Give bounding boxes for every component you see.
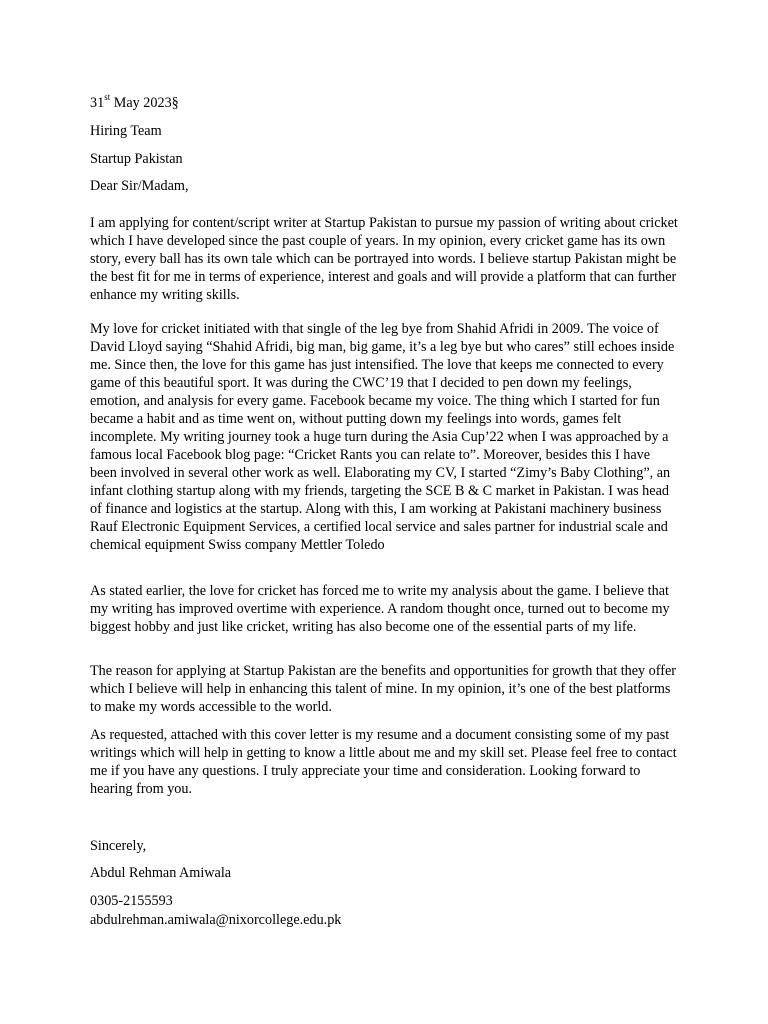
paragraph-writing: As stated earlier, the love for cricket has forced me to write my analysis about the game. I believe that my writing has improved overtime with experience. A random thought once, turned out to become my biggest hobby and just like cricket, writing has also become one of the essential parts of my life. xyxy=(90,583,670,635)
date-suffix: st xyxy=(104,92,111,103)
salutation: Dear Sir/Madam, xyxy=(90,178,189,194)
letter-date xyxy=(90,94,179,112)
date-month-year: May 2023§ xyxy=(110,95,179,111)
recipient-line-2: Startup Pakistan xyxy=(90,151,183,167)
recipient-line-1: Hiring Team xyxy=(90,123,162,139)
contact-phone: 0305-2155593 xyxy=(90,893,173,909)
paragraph-background: My love for cricket initiated with that single of the leg bye from Shahid Afridi in 2009. The voice of David Lloyd saying “Shahid Afridi, big man, big game, it’s a leg bye but who cares” still echoes inside me. Since then, the love for this game has just intensified. The love that keeps me connected to every game of this beautiful sport. It was during the CWC’19 that I decided to pen down my feelings, emotion, and analysis for every game. Facebook became my voice. The thing which I started for fun became a habit and as time went on, without putting down my feelings into words, games felt incomplete. My writing journey took a huge turn during the Asia Cup’22 when I was approached by a famous local Facebook blog page: “Cricket Rants you can relate to”. Moreover, besides this I have been involved in several other work as well. Elaborating my CV, I started “Zimy’s Baby Clothing”, an infant clothing startup along with my friends, targeting the SCE B & C market in Pakistan. I was head of finance and logistics at the startup. Along with this, I am working at Pakistani machinery business Rauf Electronic Equipment Services, a certified local service and sales partner for industrial scale and chemical equipment Swiss company Mettler Toledo xyxy=(90,321,675,553)
closing-sincerely: Sincerely, xyxy=(90,838,147,854)
paragraph-closing: As requested, attached with this cover letter is my resume and a document consisting some of my past writings which will help in getting to know a little about me and my skill set. Please feel free to contact me if you have any questions. I truly appreciate your time and consideration. Looking forward to hearing from you. xyxy=(90,727,677,797)
date-day: 31 xyxy=(90,95,105,111)
paragraph-reason: The reason for applying at Startup Pakistan are the benefits and opportunities for growth that they offer which I believe will help in enhancing this talent of mine. In my opinion, it’s one of the best platforms to make my words accessible to the world. xyxy=(90,663,676,715)
signature-name: Abdul Rehman Amiwala xyxy=(90,865,232,881)
contact-email: abdulrehman.amiwala@nixorcollege.edu.pk xyxy=(90,912,342,928)
paragraph-intro: I am applying for content/script writer at Startup Pakistan to pursue my passion of writing about cricket which I have developed since the past couple of years. In my opinion, every cricket game has its own story, every ball has its own tale which can be portrayed into words. I believe startup Pakistan might be the best fit for me in terms of experience, interest and goals and will provide a platform that can further enhance my writing skills. xyxy=(90,215,678,303)
